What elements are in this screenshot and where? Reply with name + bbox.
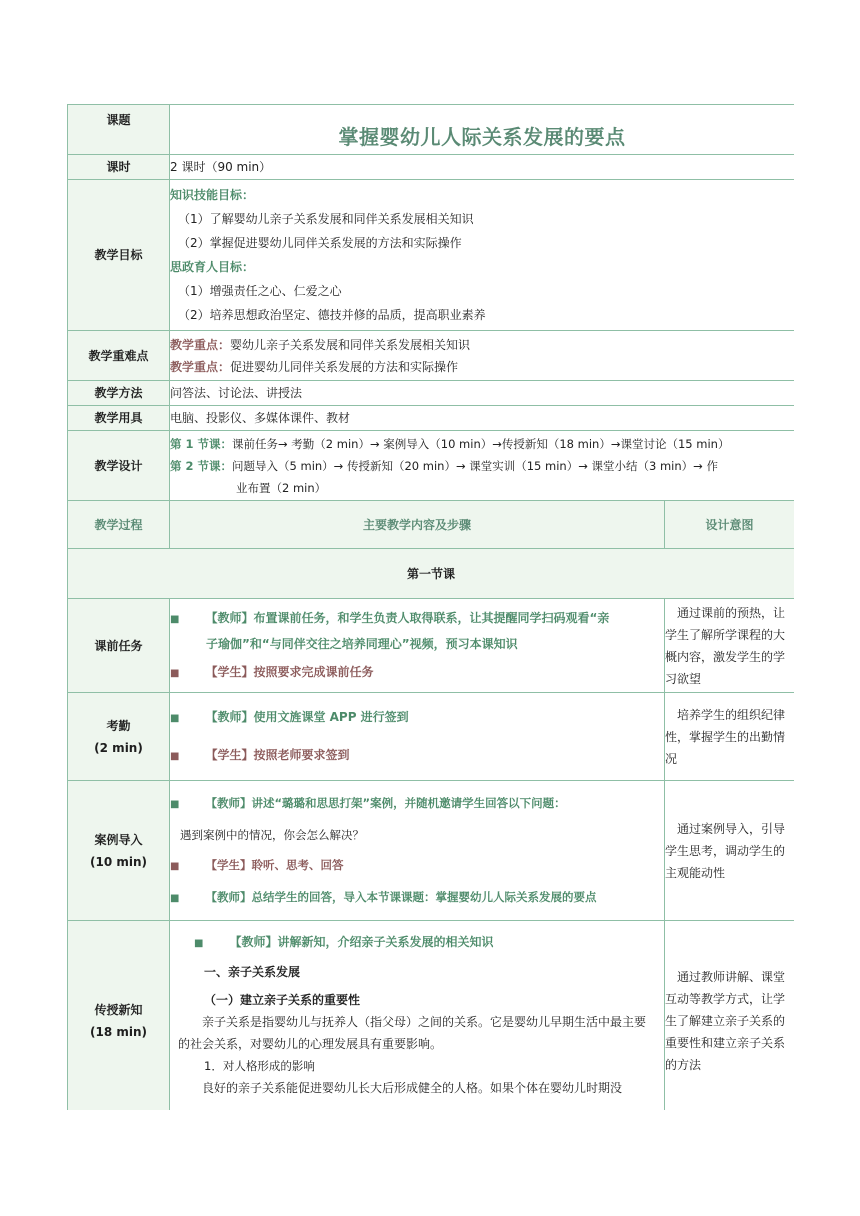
moral-item: （2）培养思想政治坚定、德技并修的品质，提高职业素养 <box>178 308 486 322</box>
key-point-text: 婴幼儿亲子关系发展和同伴关系发展相关知识 <box>230 337 471 352</box>
step-label: 课前任务 <box>68 599 170 693</box>
knowledge-item: （1）了解婴幼儿亲子关系发展和同伴关系发展相关知识 <box>178 212 474 226</box>
objectives-label: 教学目标 <box>68 180 170 331</box>
lesson2-cont: 业布置（2 min） <box>236 480 327 495</box>
topic-row <box>68 105 795 155</box>
section-row <box>68 549 795 599</box>
lesson-title: 掌握婴幼儿人际关系发展的要点 <box>338 124 626 149</box>
step-label: 案例导入 <box>94 832 143 847</box>
hours-row <box>68 155 795 180</box>
step-row <box>68 781 795 921</box>
lesson-plan-table <box>67 104 794 1110</box>
square-bullet-icon: ■ <box>170 613 180 625</box>
section-heading: 一、亲子关系发展 <box>204 965 301 979</box>
key-points-row <box>68 331 795 381</box>
objectives-row <box>68 180 795 331</box>
methods-label: 教学方法 <box>68 381 170 406</box>
lesson2-text: 问题导入（5 min）→ 传授新知（20 min）→ 课堂实训（15 min）→ 课堂小结（3 min）→ 作 <box>232 458 718 473</box>
subsection-heading: （一）建立亲子关系的重要性 <box>204 993 361 1007</box>
step-label: 传授新知 <box>94 1002 143 1017</box>
student-line: ■ 【学生】聆听、思考、回答 <box>170 857 344 872</box>
tools-value: 电脑、投影仪、多媒体课件、教材 <box>170 406 795 431</box>
square-bullet-icon: ■ <box>170 860 180 872</box>
question-line: 遇到案例中的情况，你会怎么解决？ <box>180 827 364 842</box>
teacher-line: ■ 【教师】使用文旌课堂 APP 进行签到 <box>170 709 409 724</box>
process-col-header: 教学过程 <box>68 501 170 549</box>
square-bullet-icon: ■ <box>194 938 204 949</box>
square-bullet-icon: ■ <box>170 667 180 679</box>
teacher-line: ■ 【教师】总结学生的回答，导入本节课课题：掌握婴幼儿人际关系发展的要点 <box>170 889 597 904</box>
hours-value: 2 课时（90 min） <box>170 155 795 180</box>
methods-row <box>68 381 795 406</box>
square-bullet-icon: ■ <box>170 798 180 810</box>
tools-row <box>68 406 795 431</box>
body-paragraph: 良好的亲子关系能促进婴幼儿长大后形成健全的人格。如果个体在婴幼儿时期没 <box>202 1081 623 1095</box>
teacher-line: ■ 【教师】讲解新知，介绍亲子关系发展的相关知识 <box>194 935 494 949</box>
step-row <box>68 599 795 693</box>
knowledge-heading: 知识技能目标： <box>170 188 255 202</box>
section-title: 第一节课 <box>68 549 795 599</box>
body-paragraph: 亲子关系是指婴幼儿与抚养人（指父母）之间的关系。它是婴幼儿早期生活中最主要的社会关系，对婴幼儿的心理发展具有重要影响。 <box>178 1015 647 1051</box>
step-row <box>68 693 795 781</box>
key-point-line <box>170 334 794 356</box>
lesson2-tag: 第 2 节课： <box>170 458 233 473</box>
lesson1-tag: 第 1 节课： <box>170 436 233 451</box>
step-duration: (18 min) <box>89 1024 147 1039</box>
methods-value: 问答法、讨论法、讲授法 <box>170 381 795 406</box>
design-row <box>68 431 795 501</box>
moral-item: （1）增强责任之心、仁爱之心 <box>178 284 342 298</box>
key-point-tag: 教学重点： <box>170 337 231 352</box>
teacher-line-cont: 子瑜伽”和“与同伴交往之培养同理心”视频，预习本课知识 <box>206 636 518 651</box>
moral-heading: 思政育人目标： <box>170 260 255 274</box>
content-col-header: 主要教学内容及步骤 <box>170 501 665 549</box>
design-label: 教学设计 <box>68 431 170 501</box>
student-line: ■ 【学生】按照要求完成课前任务 <box>170 664 374 679</box>
lesson1-line <box>170 433 794 455</box>
hours-label: 课时 <box>68 155 170 180</box>
key-point-line <box>170 356 794 378</box>
tools-label: 教学用具 <box>68 406 170 431</box>
key-point-text: 促进婴幼儿同伴关系发展的方法和实际操作 <box>230 359 459 374</box>
process-header-row <box>68 501 795 549</box>
intent-col-header: 设计意图 <box>665 501 795 549</box>
numbered-heading: 1．对人格形成的影响 <box>204 1059 315 1073</box>
step-duration: (10 min) <box>89 854 147 869</box>
teacher-line: ■ 【教师】布置课前任务，和学生负责人取得联系，让其提醒同学扫码观看“亲 <box>170 610 610 625</box>
knowledge-item: （2）掌握促进婴幼儿同伴关系发展的方法和实际操作 <box>178 236 462 250</box>
step-row <box>68 921 795 1111</box>
design-intent: 通过教师讲解、课堂互动等教学方式，让学生了解建立亲子关系的重要性和建立亲子关系的方法 <box>665 921 795 1111</box>
key-point-tag: 教学重点： <box>170 359 231 374</box>
design-intent: 通过课前的预热，让学生了解所学课程的大概内容，激发学生的学习欲望 <box>665 599 795 693</box>
lesson1-text: 课前任务→ 考勤（2 min）→ 案例导入（10 min）→传授新知（18 min）→课堂讨论（15 min） <box>232 436 730 451</box>
step-label: 考勤 <box>106 718 131 733</box>
square-bullet-icon: ■ <box>170 712 180 724</box>
topic-label: 课题 <box>68 105 170 155</box>
step-duration: (2 min) <box>94 740 143 755</box>
student-line: ■ 【学生】按照老师要求签到 <box>170 747 350 762</box>
key-points-label: 教学重难点 <box>68 331 170 381</box>
square-bullet-icon: ■ <box>170 892 180 904</box>
lesson-plan-sheet <box>67 104 794 1110</box>
design-intent: 通过案例导入，引导学生思考，调动学生的主观能动性 <box>665 781 795 921</box>
design-intent: 培养学生的组织纪律性，掌握学生的出勤情况 <box>665 693 795 781</box>
teacher-line: ■ 【教师】讲述“璐璐和思思打架”案例，并随机邀请学生回答以下问题： <box>170 795 566 810</box>
square-bullet-icon: ■ <box>170 750 180 762</box>
lesson2-line <box>170 455 794 477</box>
